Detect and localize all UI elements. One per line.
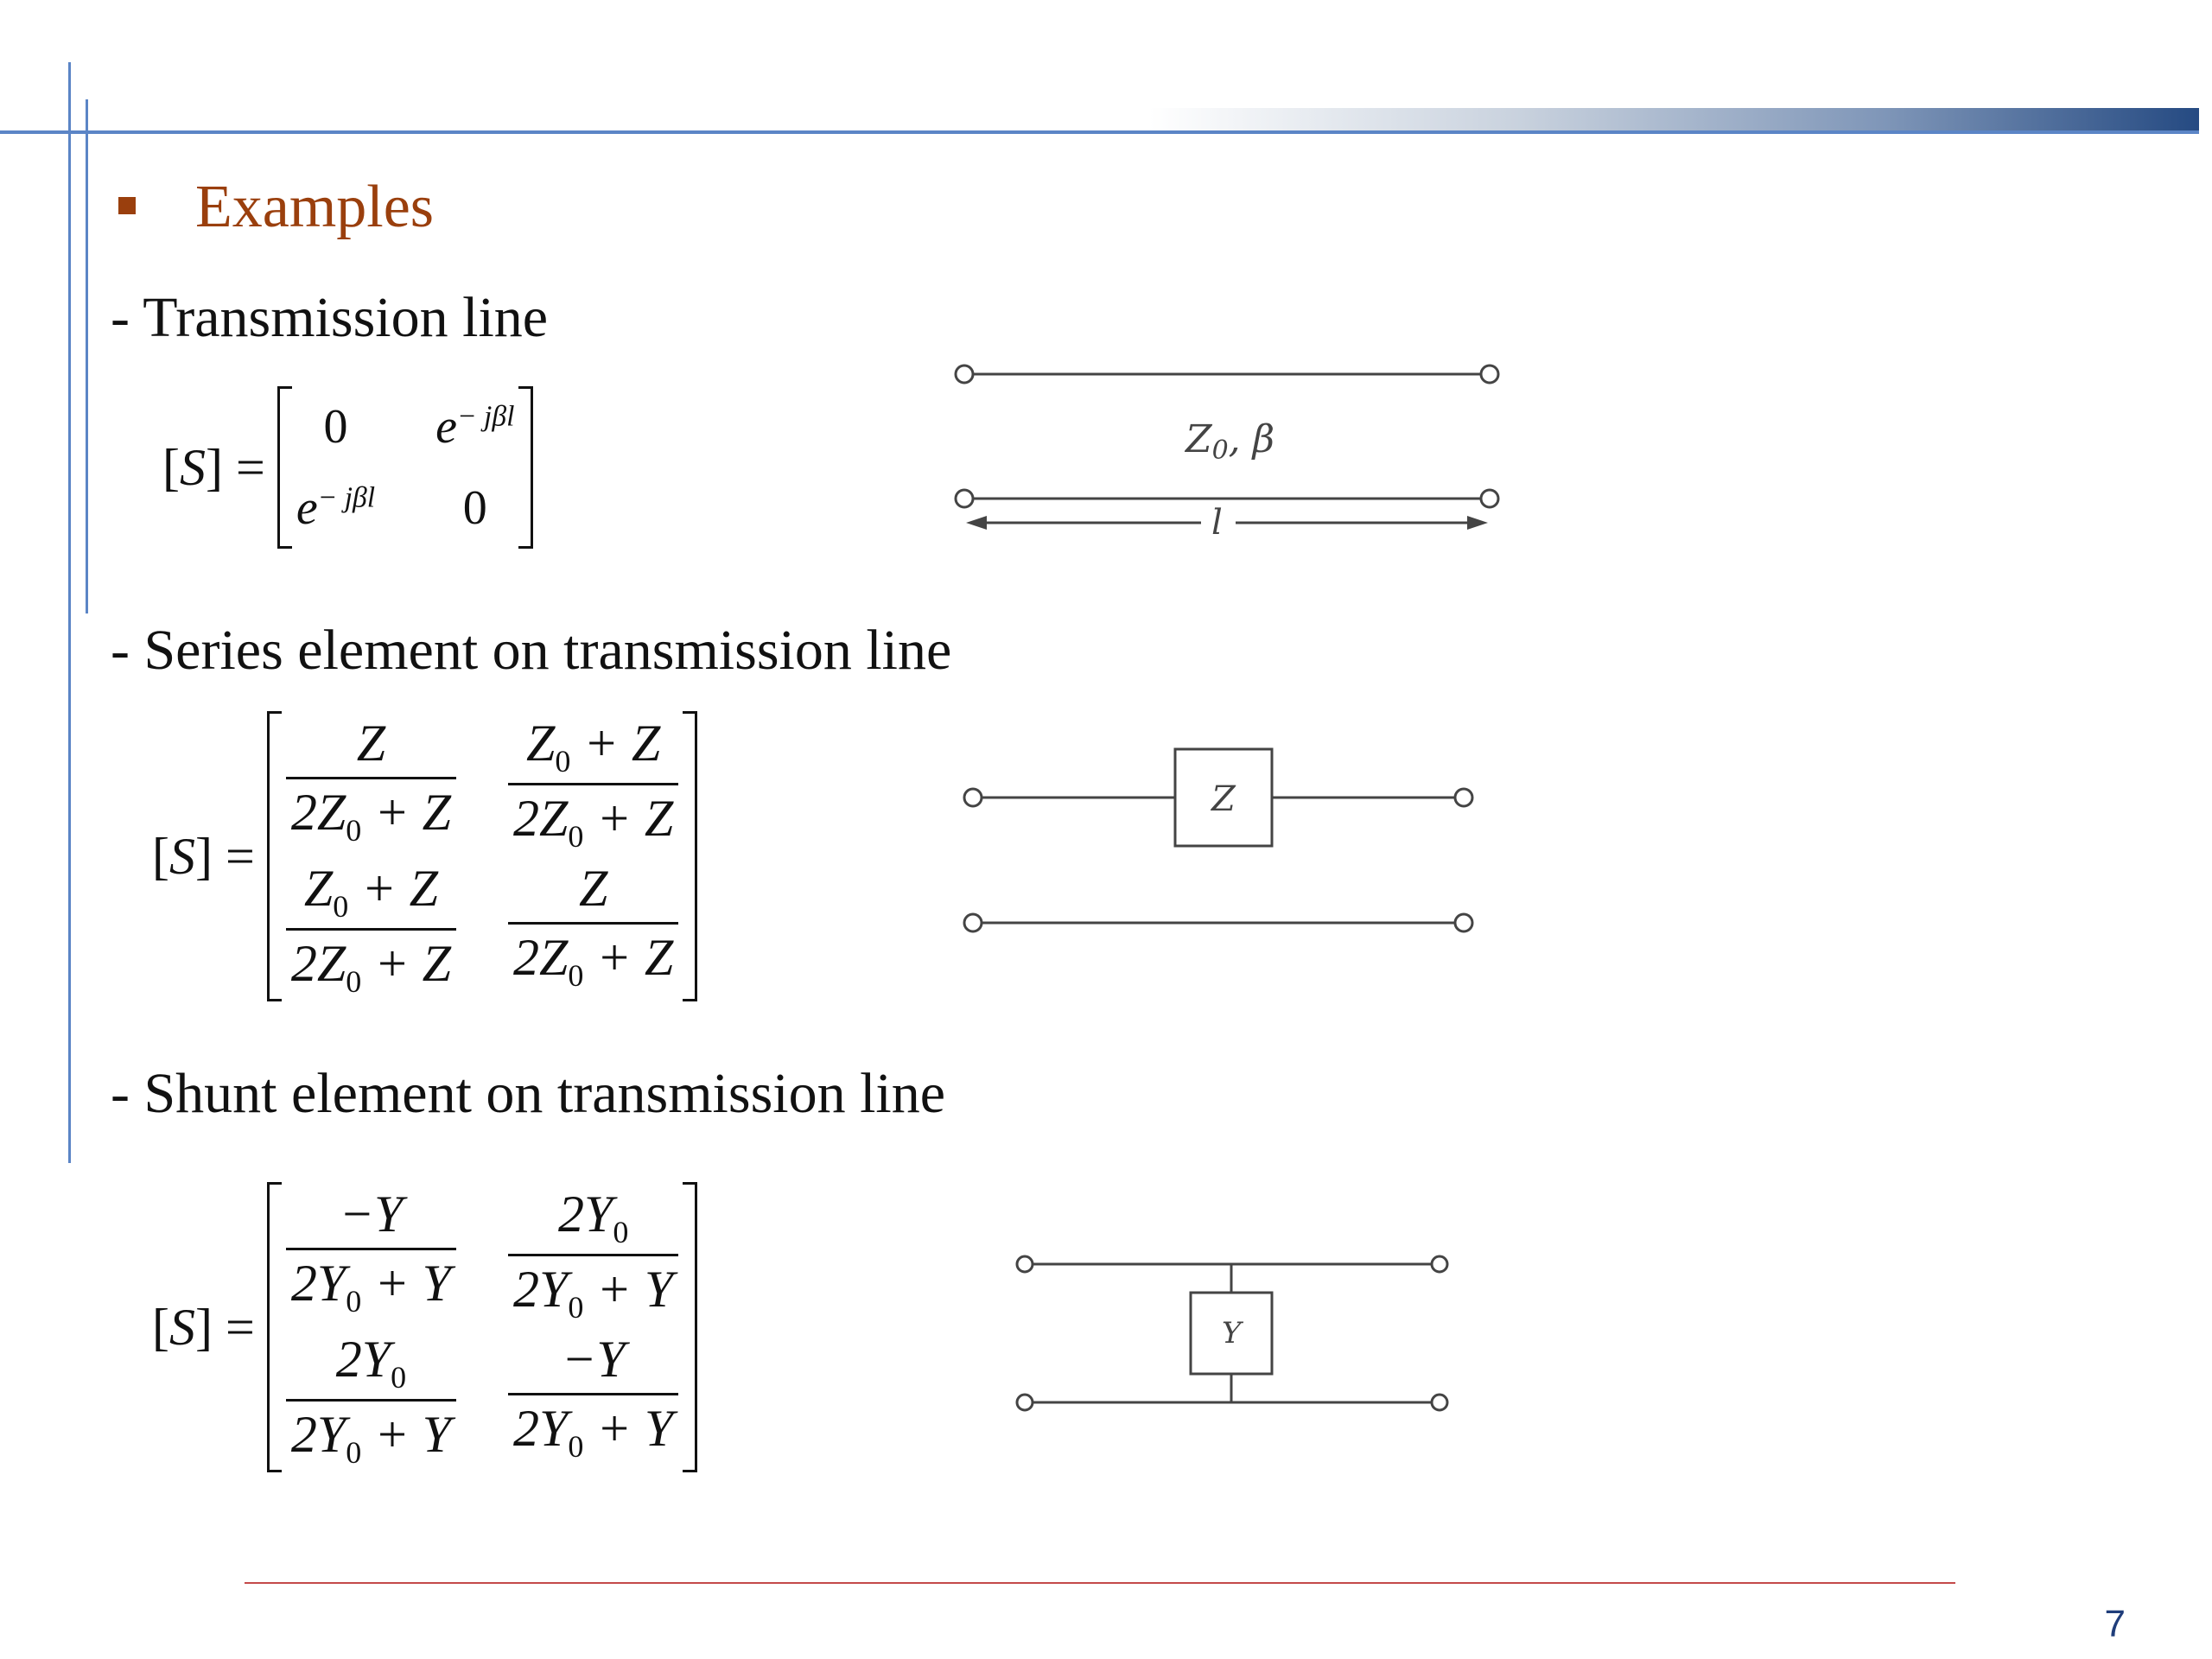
footer-rule <box>245 1582 1955 1584</box>
matrix-cell-21: $\frac{Z_0 + Z}{2Z_0 + Z}$ <box>286 859 456 1000</box>
matrix-cell-11: $\frac{Z}{2Z_0 + Z}$ <box>286 714 456 855</box>
matrix <box>277 386 534 549</box>
line-parameters-label: Z0, β <box>1185 417 1275 466</box>
terminal <box>1432 1395 1447 1410</box>
terminal <box>964 914 982 931</box>
terminal <box>1481 490 1498 507</box>
matrix-cell-22: $\frac{Z}{2Z_0 + Z}$ <box>508 859 678 1000</box>
section-label-shunt-element: - Shunt element on transmission line <box>111 1062 946 1125</box>
matrix-cell-21: $e^{- j\beta l}$ <box>296 481 376 535</box>
section-label-series-element: - Series element on transmission line <box>111 619 952 682</box>
matrix <box>267 711 697 1001</box>
shunt-admittance-label: Y <box>1222 1316 1242 1351</box>
transmission-line-diagram <box>950 354 1512 557</box>
s-matrix-shunt-element <box>152 1182 697 1472</box>
s-matrix-transmission-line <box>162 386 533 549</box>
slide-heading: Examples <box>195 174 435 240</box>
header-rule <box>0 130 2199 134</box>
terminal <box>956 365 973 383</box>
matrix-cell-11: 0 <box>323 400 348 454</box>
matrix-cell-22: 0 <box>462 481 487 535</box>
terminal <box>964 789 982 806</box>
matrix-cell-22: $\frac{-Y}{2Y_0 + Y}$ <box>508 1330 678 1471</box>
arrowhead-left-icon <box>966 516 987 530</box>
terminal <box>1017 1256 1033 1272</box>
matrix-cell-12: $e^{- j\beta l}$ <box>435 400 515 454</box>
terminal <box>1432 1256 1447 1272</box>
terminal <box>956 490 973 507</box>
matrix-cell-12: $\frac{Z_0 + Z}{2Z_0 + Z}$ <box>508 714 678 855</box>
matrix <box>267 1182 697 1472</box>
matrix-cell-12: $\frac{2Y_0}{2Y_0 + Y}$ <box>508 1185 678 1325</box>
terminal <box>1017 1395 1033 1410</box>
transmission-line-svg <box>950 354 1512 553</box>
section-label-transmission-line: - Transmission line <box>111 286 549 349</box>
series-impedance-label: Z <box>1211 779 1236 819</box>
terminal <box>1455 914 1472 931</box>
page-number: 7 <box>2104 1603 2126 1645</box>
matrix-cell-11: $\frac{-Y}{2Y_0 + Y}$ <box>286 1185 456 1325</box>
arrowhead-right-icon <box>1467 516 1488 530</box>
terminal <box>1481 365 1498 383</box>
s-matrix-series-element <box>152 711 697 1001</box>
terminal <box>1455 789 1472 806</box>
s-matrix-lhs: [S] = <box>152 827 255 885</box>
matrix-cell-21: $\frac{2Y_0}{2Y_0 + Y}$ <box>286 1330 456 1471</box>
line-length-label: l <box>1211 503 1223 543</box>
square-bullet-icon <box>118 197 136 214</box>
shunt-element-diagram <box>1011 1244 1452 1430</box>
shunt-element-svg <box>1011 1244 1452 1426</box>
series-element-svg <box>959 734 1486 942</box>
s-matrix-lhs: [S] = <box>152 1298 255 1356</box>
frame-vertical-line-inner <box>86 99 88 613</box>
frame-vertical-line-outer <box>68 62 71 1163</box>
series-element-diagram <box>959 734 1486 946</box>
s-matrix-lhs: [S] = <box>162 438 265 496</box>
